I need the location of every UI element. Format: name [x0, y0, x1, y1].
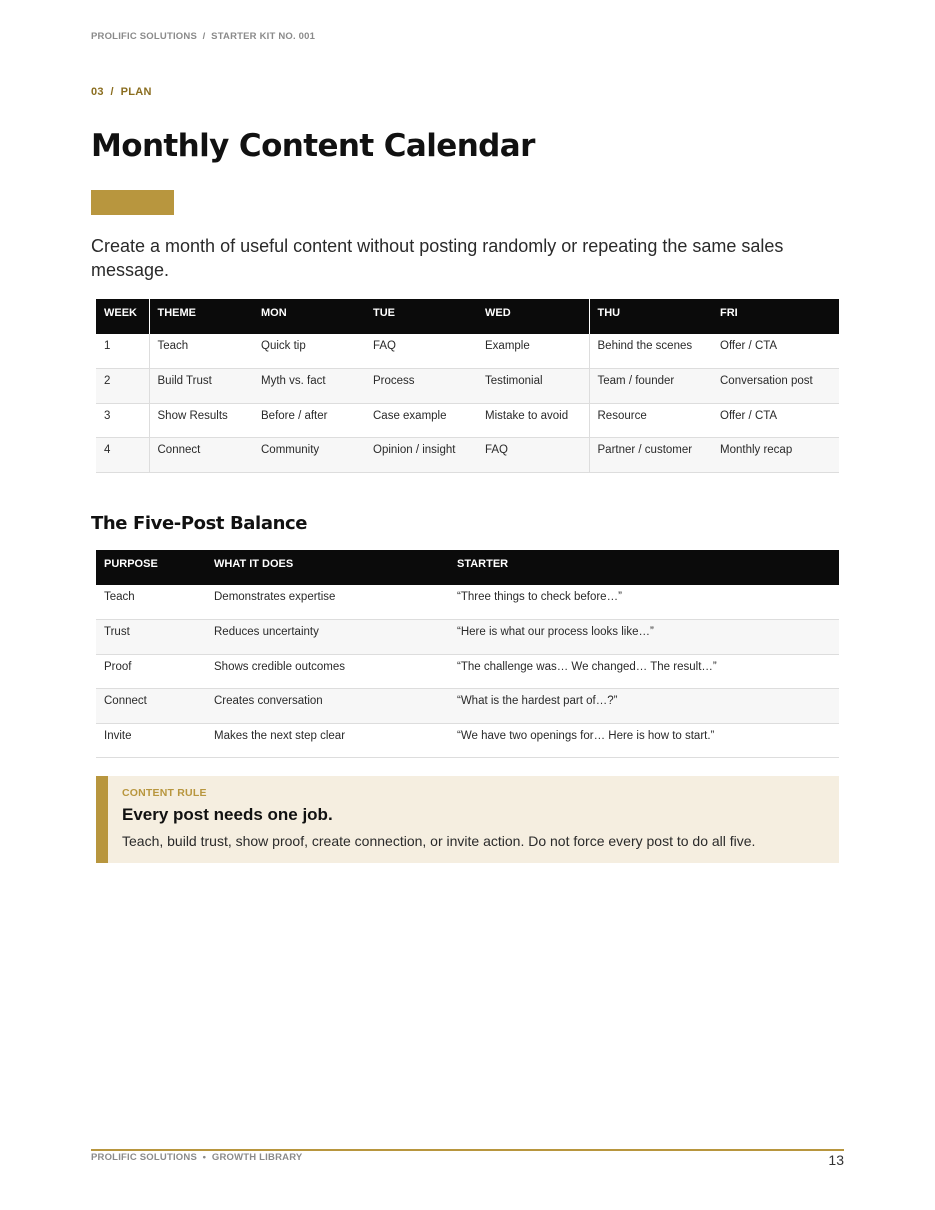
calendar-row	[96, 334, 839, 369]
calendar-row	[96, 438, 839, 473]
calendar-header-thu: THU	[589, 299, 712, 334]
calendar-cell-theme: Teach	[149, 334, 253, 369]
balance-row	[96, 620, 839, 655]
calendar-cell-mon: Community	[253, 438, 365, 473]
balance-cell-starter: “Here is what our process looks like…”	[449, 620, 839, 655]
calendar-row	[96, 369, 839, 404]
calendar-header-week: WEEK	[96, 299, 149, 334]
calendar-header-mon: MON	[253, 299, 365, 334]
balance-cell-starter: “What is the hardest part of…?”	[449, 689, 839, 724]
balance-cell-purpose: Proof	[96, 654, 206, 689]
balance-cell-starter: “The challenge was… We changed… The result…”	[449, 654, 839, 689]
calendar-cell-wed: Mistake to avoid	[477, 403, 589, 438]
calendar-cell-theme: Connect	[149, 438, 253, 473]
calendar-cell-thu: Behind the scenes	[589, 334, 712, 369]
calendar-cell-thu: Resource	[589, 403, 712, 438]
calendar-cell-mon: Before / after	[253, 403, 365, 438]
balance-cell-starter: “We have two openings for… Here is how to start.”	[449, 723, 839, 758]
calendar-cell-thu: Team / founder	[589, 369, 712, 404]
calendar-cell-week: 2	[96, 369, 149, 404]
balance-row	[96, 689, 839, 724]
calendar-cell-wed: Example	[477, 334, 589, 369]
content-calendar-table	[96, 299, 839, 473]
page-number: 13	[828, 1152, 844, 1168]
footer-label: PROLIFIC SOLUTIONS • GROWTH LIBRARY	[91, 1152, 303, 1163]
calendar-cell-wed: FAQ	[477, 438, 589, 473]
calendar-cell-tue: Opinion / insight	[365, 438, 477, 473]
balance-cell-what-it-does: Reduces uncertainty	[206, 620, 449, 655]
page-title: Monthly Content Calendar	[91, 128, 535, 164]
calendar-cell-thu: Partner / customer	[589, 438, 712, 473]
title-accent-bar	[91, 190, 174, 215]
calendar-cell-fri: Offer / CTA	[712, 334, 839, 369]
running-head: PROLIFIC SOLUTIONS / STARTER KIT NO. 001	[91, 31, 316, 42]
balance-header-purpose: PURPOSE	[96, 550, 206, 585]
calendar-cell-week: 4	[96, 438, 149, 473]
calendar-cell-tue: Process	[365, 369, 477, 404]
five-post-balance-table	[96, 550, 839, 758]
calendar-cell-mon: Quick tip	[253, 334, 365, 369]
calendar-cell-tue: Case example	[365, 403, 477, 438]
balance-cell-purpose: Trust	[96, 620, 206, 655]
calendar-header-fri: FRI	[712, 299, 839, 334]
balance-row	[96, 723, 839, 758]
balance-cell-what-it-does: Demonstrates expertise	[206, 585, 449, 620]
balance-cell-purpose: Teach	[96, 585, 206, 620]
balance-row	[96, 654, 839, 689]
calendar-cell-fri: Conversation post	[712, 369, 839, 404]
calendar-row	[96, 403, 839, 438]
balance-row	[96, 585, 839, 620]
calendar-cell-mon: Myth vs. fact	[253, 369, 365, 404]
calendar-header-row	[96, 299, 839, 334]
balance-cell-what-it-does: Shows credible outcomes	[206, 654, 449, 689]
calendar-cell-theme: Show Results	[149, 403, 253, 438]
balance-heading: The Five-Post Balance	[91, 513, 308, 534]
calendar-header-tue: TUE	[365, 299, 477, 334]
intro-text: Create a month of useful content without posting randomly or repeating the same sales message.	[91, 236, 784, 280]
calendar-cell-week: 3	[96, 403, 149, 438]
balance-cell-what-it-does: Creates conversation	[206, 689, 449, 724]
calendar-cell-theme: Build Trust	[149, 369, 253, 404]
section-label: 03 / PLAN	[91, 86, 152, 98]
callout-label: CONTENT RULE	[122, 787, 207, 799]
calendar-header-theme: THEME	[149, 299, 253, 334]
balance-cell-starter: “Three things to check before…”	[449, 585, 839, 620]
calendar-header-wed: WED	[477, 299, 589, 334]
calendar-cell-week: 1	[96, 334, 149, 369]
footer-rule	[91, 1149, 844, 1151]
balance-header-row	[96, 550, 839, 585]
balance-header-starter: STARTER	[449, 550, 839, 585]
balance-cell-purpose: Invite	[96, 723, 206, 758]
balance-cell-purpose: Connect	[96, 689, 206, 724]
balance-cell-what-it-does: Makes the next step clear	[206, 723, 449, 758]
calendar-cell-fri: Offer / CTA	[712, 403, 839, 438]
callout-heading: Every post needs one job.	[122, 805, 333, 824]
content-rule-callout	[96, 776, 839, 863]
balance-header-what-it-does: WHAT IT DOES	[206, 550, 449, 585]
calendar-cell-fri: Monthly recap	[712, 438, 839, 473]
callout-body: Teach, build trust, show proof, create connection, or invite action. Do not force every post to do all five.	[122, 833, 756, 849]
calendar-cell-tue: FAQ	[365, 334, 477, 369]
calendar-cell-wed: Testimonial	[477, 369, 589, 404]
